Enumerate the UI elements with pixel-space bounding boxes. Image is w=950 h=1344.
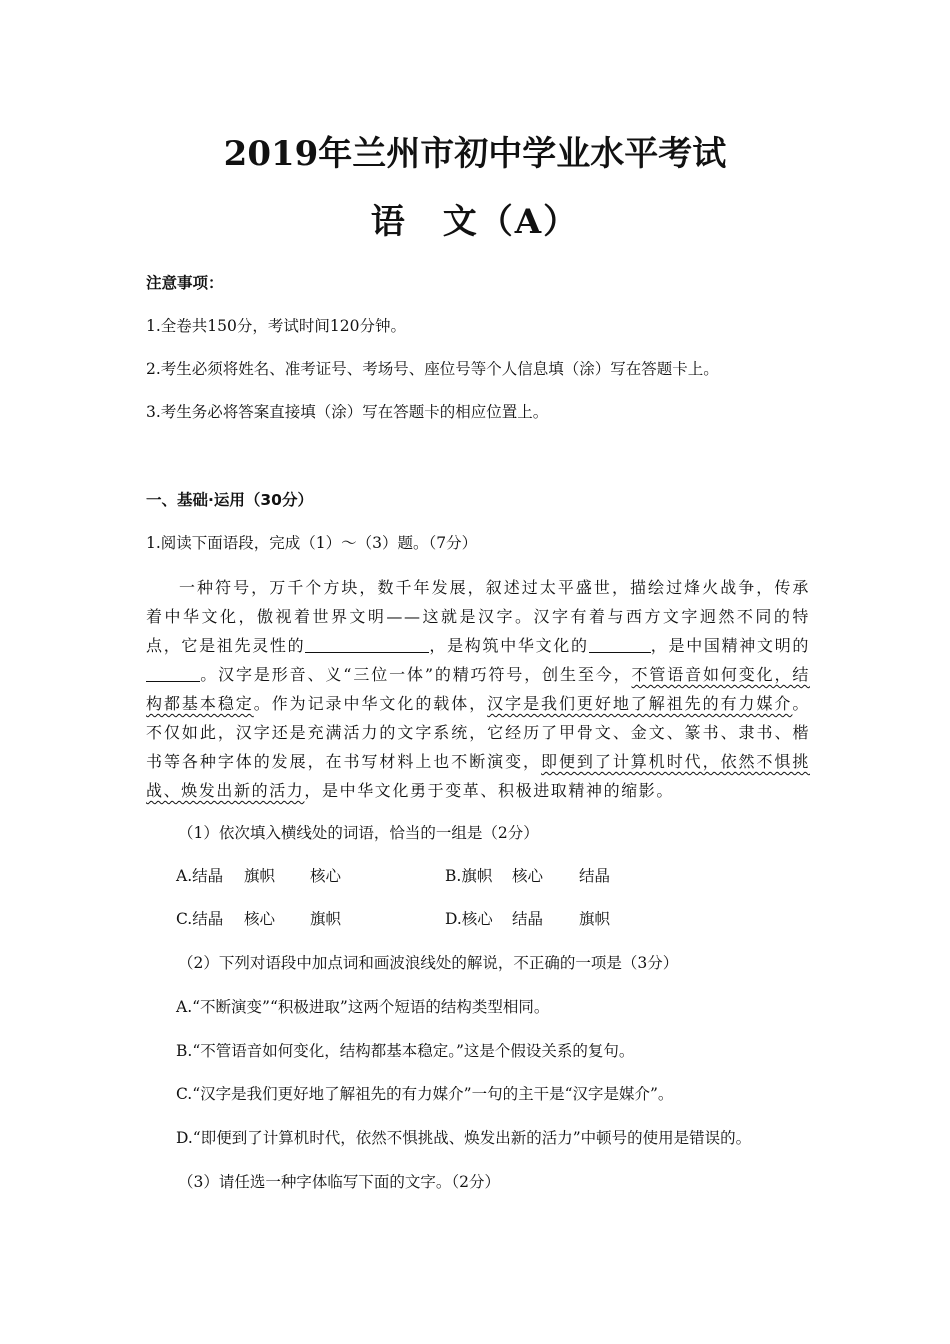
notice-heading: 注意事项：	[146, 274, 224, 292]
option-b: B.旗帜 核心 结晶	[445, 867, 611, 885]
wavy-underline-1: 不管语音如何变化，结构都基本稳定	[146, 665, 810, 713]
sub-question-2-prompt: （2）下列对语段中加点词和画波浪线处的解说，不正确的一项是（3分）	[178, 954, 679, 972]
passage-text: ，是中华文化勇于变革、积极进取精神的缩影。	[304, 781, 675, 800]
sub2-option-d: D.“即便到了计算机时代，依然不惧挑战、焕发出新的活力”中顿号的使用是错误的。	[176, 1129, 752, 1147]
sub2-option-c: C.“汉字是我们更好地了解祖先的有力媒介”一句的主干是“汉字是媒介”。	[176, 1085, 674, 1103]
notice-item-2: 2.考生必须将姓名、准考证号、考场号、座位号等个人信息填（涂）写在答题卡上。	[146, 360, 719, 378]
wavy-underline-3: 即便到了计算机时代，依然不惧挑战、焕发出新的活力	[146, 752, 810, 800]
fill-blank-3	[146, 665, 200, 682]
sub2-option-a: A.“不断演变”“积极进取”这两个短语的结构类型相同。	[176, 998, 550, 1016]
fill-blank-1	[305, 636, 429, 653]
sub-question-3-prompt: （3）请任选一种字体临写下面的文字。（2分）	[178, 1173, 500, 1191]
sub2-option-b: B.“不管语音如何变化，结构都基本稳定。”这是个假设关系的复句。	[176, 1042, 635, 1060]
passage-text: 一种符号，万千个方块，数千年发展，叙述过太平盛世，描绘过烽火战争，传承着中华文化，傲视着世界文明——这就是汉字。汉字有着与西方文字迥然不同的特点，它是祖先灵性的	[146, 578, 810, 655]
option-c: C.结晶 核心 旗帜	[176, 910, 342, 928]
fill-blank-2	[589, 636, 651, 653]
section-heading: 一、基础·运用（30分）	[146, 491, 313, 509]
passage-text: 。作为记录中华文化的载体，	[253, 694, 488, 713]
exam-title: 2019年兰州市初中学业水平考试	[223, 134, 727, 174]
option-a: A.结晶 旗帜 核心	[176, 867, 342, 885]
sub-question-1-prompt: （1）依次填入横线处的词语，恰当的一组是（2分）	[178, 824, 539, 842]
passage-text: 。不仅如此，汉字还是充满活力的文字系统，它经历了甲骨文、金文、篆书、隶书、楷书等各种字体的发展，在书写材料上也不断演变，	[146, 694, 810, 771]
notice-item-1: 1.全卷共150分，考试时间120分钟。	[146, 317, 406, 335]
exam-subtitle: 语 文（A）	[370, 202, 580, 242]
reading-passage	[146, 573, 810, 805]
question-1-prompt: 1.阅读下面语段，完成（1）～（3）题。（7分）	[146, 534, 478, 552]
passage-text: ，是中国精神文明的	[650, 636, 810, 655]
wavy-underline-2: 汉字是我们更好地了解祖先的有力媒介	[487, 694, 793, 713]
option-d: D.核心 结晶 旗帜	[445, 910, 611, 928]
notice-item-3: 3.考生务必将答案直接填（涂）写在答题卡的相应位置上。	[146, 403, 549, 421]
passage-text: ，是构筑中华文化的	[429, 636, 589, 655]
passage-text: 。汉字是形音、义“三位一体”的精巧符号，创生至今，	[200, 665, 632, 684]
